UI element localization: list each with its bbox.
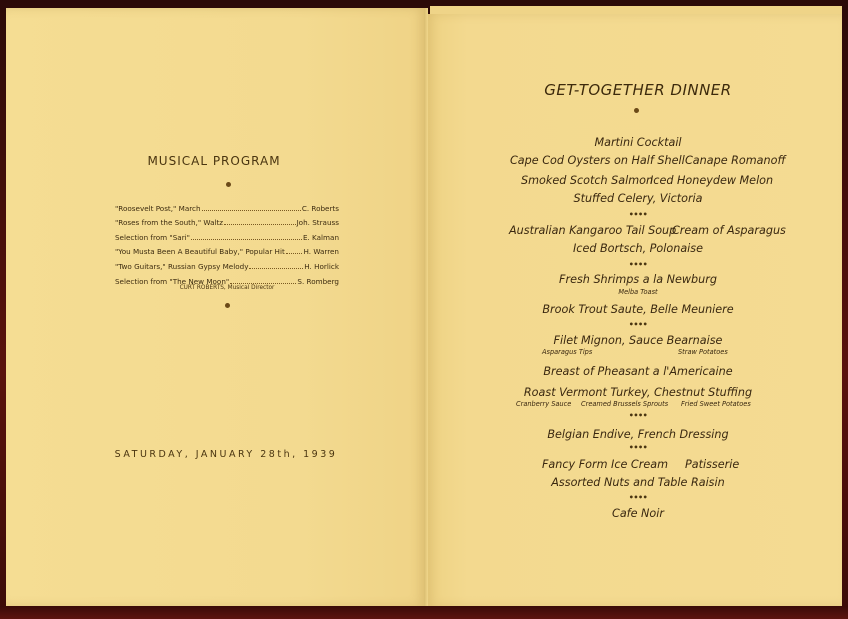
program-composer: H. Horlick [304, 261, 339, 271]
menu-item-straw-potatoes: Straw Potatoes [678, 348, 728, 356]
menu-item-salmon: Smoked Scotch Salmon [521, 174, 654, 187]
ornament-dot [226, 182, 231, 187]
menu-item-shrimps: Fresh Shrimps a la Newburg [559, 273, 717, 286]
program-item [115, 213, 339, 228]
menu-item-cranberry: Cranberry Sauce [516, 400, 572, 408]
menu-item-cafe-noir: Cafe Noir [612, 507, 664, 520]
program-list [115, 198, 339, 286]
menu-item-martini: Martini Cocktail [594, 136, 682, 149]
menu-item-melon: Iced Honeydew Melon [650, 174, 774, 187]
dotted-leader [224, 224, 295, 225]
table-surface [0, 606, 848, 619]
program-composer: E. Kalman [302, 232, 339, 242]
program-piece: "Roses from the South," Waltz [115, 218, 224, 228]
ornament-dot [634, 108, 639, 113]
course-separator: •••• [628, 443, 648, 452]
program-item [115, 198, 339, 213]
dotted-leader [202, 210, 301, 211]
dotted-leader [191, 239, 302, 240]
menu-item-asparagus-tips: Asparagus Tips [542, 348, 593, 356]
event-date: SATURDAY, JANUARY 28th, 1939 [114, 449, 338, 460]
menu-item-trout: Brook Trout Saute, Belle Meuniere [542, 303, 734, 316]
dotted-leader [230, 283, 296, 284]
menu-item-melba-toast: Melba Toast [618, 288, 658, 296]
program-composer: H. Warren [303, 247, 339, 257]
course-separator: •••• [628, 320, 648, 329]
menu-item-ice-cream: Fancy Form Ice Cream [542, 458, 668, 471]
menu-item-turkey: Roast Vermont Turkey, Chestnut Stuffing [523, 386, 753, 399]
menu-item-endive: Belgian Endive, French Dressing [547, 428, 729, 441]
program-piece: "Two Guitars," Russian Gypsy Melody [115, 261, 249, 271]
menu-item-pheasant: Breast of Pheasant a l'Americaine [543, 365, 733, 378]
program-item [115, 271, 339, 286]
program-item [115, 227, 339, 242]
dotted-leader [286, 253, 303, 254]
program-piece: "You Musta Been A Beautiful Baby," Popular Hit [115, 247, 285, 257]
program-composer: Joh. Strauss [296, 218, 339, 228]
menu-item-sweet-potatoes: Fried Sweet Potatoes [681, 400, 751, 408]
menu-item-celery: Stuffed Celery, Victoria [573, 192, 703, 205]
menu-item-asparagus-soup: Cream of Asparagus [672, 224, 786, 237]
program-composer: C. Roberts [301, 203, 339, 213]
course-separator: •••• [628, 493, 648, 502]
menu-item-bortsch: Iced Bortsch, Polonaise [573, 242, 703, 255]
left-page [6, 8, 426, 606]
program-piece: Selection from "Sari" [115, 232, 190, 242]
course-separator: •••• [628, 260, 648, 269]
menu-item-oysters: Cape Cod Oysters on Half Shell [510, 154, 685, 167]
program-item [115, 256, 339, 271]
menu-item-kangaroo-soup: Australian Kangaroo Tail Soup [509, 224, 677, 237]
program-piece: Selection from "The New Moon" [115, 276, 230, 286]
menu-item-filet-mignon: Filet Mignon, Sauce Bearnaise [553, 334, 723, 347]
program-piece: "Roosevelt Post," March [115, 203, 201, 213]
menu-item-patisserie: Patisserie [685, 458, 740, 471]
course-separator: •••• [628, 411, 648, 420]
menu-item-nuts: Assorted Nuts and Table Raisin [551, 476, 725, 489]
menu-item-canape: Canape Romanoff [685, 154, 786, 167]
program-item [115, 242, 339, 257]
dotted-leader [249, 268, 303, 269]
musical-program-title: MUSICAL PROGRAM [147, 154, 281, 168]
dinner-title: GET-TOGETHER DINNER [544, 81, 732, 99]
menu-item-brussels-sprouts: Creamed Brussels Sprouts [581, 400, 669, 408]
ornament-dot [225, 303, 230, 308]
program-composer: S. Romberg [297, 276, 339, 286]
center-fold [424, 8, 428, 606]
musical-director: CURT ROBERTS, Musical Director [179, 285, 275, 291]
course-separator: •••• [628, 210, 648, 219]
